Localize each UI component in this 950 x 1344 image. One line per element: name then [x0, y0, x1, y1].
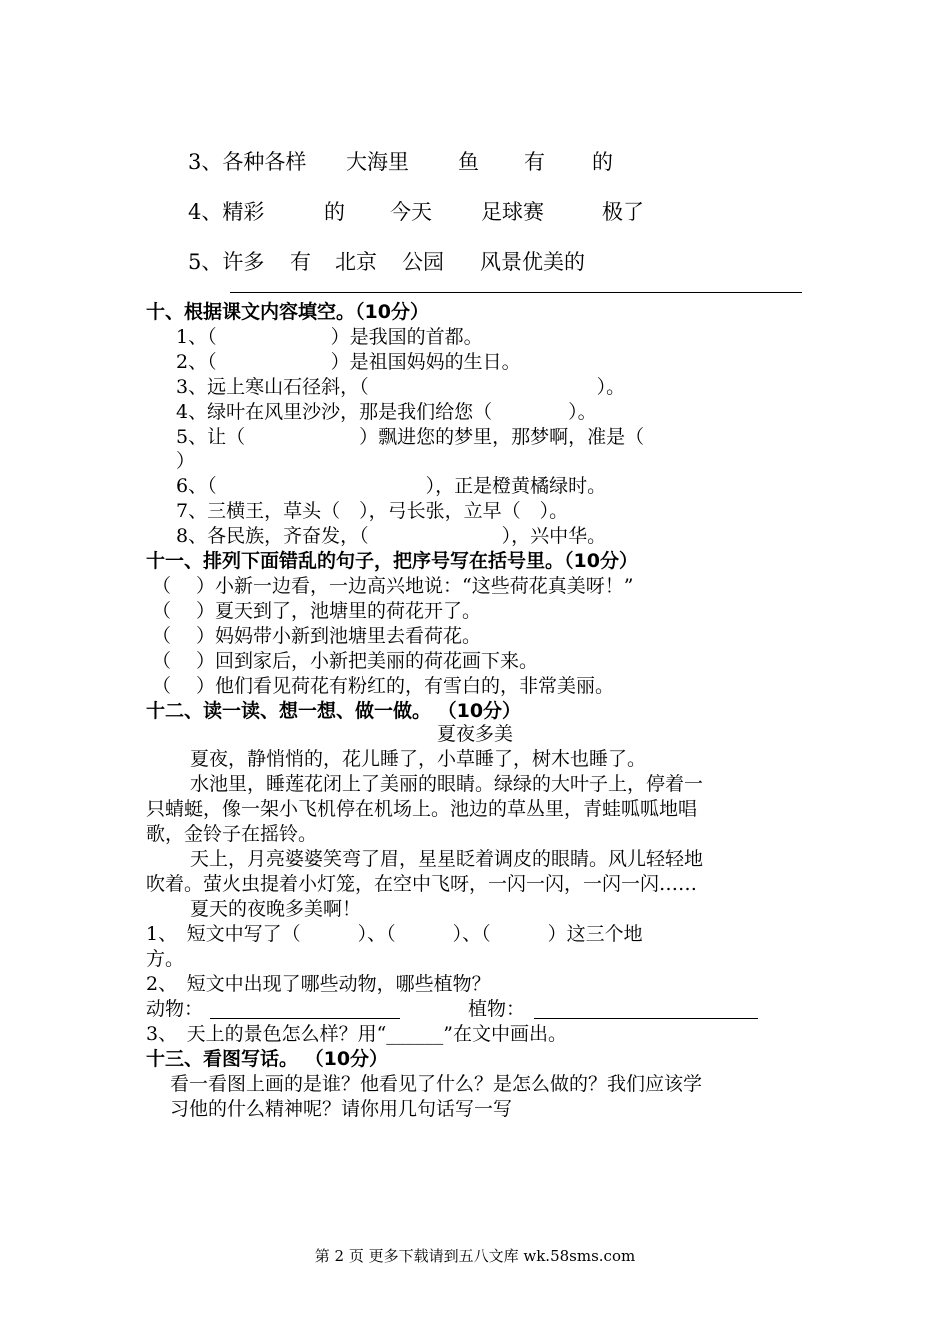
passage-title: 夏夜多美: [436, 723, 513, 745]
fill-item-8: 8、各民族，齐奋发，（ ），兴中华。: [176, 525, 607, 547]
question-1: 1、 短文中写了（ ）、（ ）、（ ）这三个地: [146, 923, 643, 945]
word: 今天: [390, 200, 432, 224]
passage-line: 水池里，睡莲花闭上了美丽的眼睛。绿绿的大叶子上，停着一: [190, 773, 704, 795]
fill-item-2: 2、（ ）是祖国妈妈的生日。: [176, 351, 521, 373]
fill-item-1: 1、（ ）是我国的首都。: [176, 326, 483, 348]
word: 鱼: [458, 150, 479, 174]
answer-line: [230, 292, 802, 293]
passage-line: 只蜻蜓，像一架小飞机停在机场上。池边的草丛里，青蛙呱呱地唱: [146, 798, 698, 820]
page-footer: 第 2 页 更多下载请到五八文库 wk.58sms.com: [314, 1247, 636, 1265]
order-item-2: （ ）夏天到了，池塘里的荷花开了。: [152, 600, 482, 622]
fill-item-7: 7、三横王，草头（ ），弓长张，立早（ ）。: [176, 500, 569, 522]
section-13-title: 十三、看图写话。 （10分）: [146, 1048, 389, 1070]
word: 有: [524, 150, 545, 174]
passage-line: 天上，月亮婆婆笑弯了眉，星星眨着调皮的眼睛。风儿轻轻地: [190, 848, 704, 870]
word: 极了: [602, 200, 644, 224]
passage-line: 吹着。萤火虫提着小灯笼，在空中飞呀，一闪一闪，一闪一闪……: [146, 873, 698, 895]
word: 的: [324, 200, 345, 224]
word: 4、精彩: [188, 200, 265, 224]
word: 有: [290, 250, 311, 274]
passage-line: 夏天的夜晚多美啊！: [190, 898, 362, 920]
passage-line: 歌，金铃子在摇铃。: [146, 823, 318, 845]
word: 北京: [335, 250, 377, 274]
question-2: 2、 短文中出现了哪些动物，哪些植物？: [146, 973, 491, 995]
order-item-3: （ ）妈妈带小新到池塘里去看荷花。: [152, 625, 482, 647]
word: 的: [592, 150, 613, 174]
fill-item-3: 3、远上寒山石径斜，（ ）。: [176, 376, 626, 398]
fill-item-4: 4、绿叶在风里沙沙，那是我们给您（ ）。: [176, 401, 597, 423]
fill-item-6: 6、（ ），正是橙黄橘绿时。: [176, 475, 607, 497]
animal-answer-line: [210, 1018, 400, 1019]
section-11-title: 十一、排列下面错乱的句子，把序号写在括号里。（10分）: [146, 550, 638, 572]
prompt-line: 看一看图上画的是谁？他看见了什么？是怎么做的？我们应该学: [170, 1073, 703, 1095]
word: 3、各种各样: [188, 150, 307, 174]
prompt-line: 习他的什么精神呢？请你用几句话写一写: [170, 1098, 513, 1120]
plant-label: 植物：: [468, 998, 526, 1020]
section-12-title: 十二、读一读、想一想、做一做。 （10分）: [146, 700, 522, 722]
word: 公园: [402, 250, 444, 274]
fill-item-5: 5、让（ ）飘进您的梦里，那梦啊，准是（: [176, 426, 645, 448]
order-item-4: （ ）回到家后，小新把美丽的荷花画下来。: [152, 650, 539, 672]
question-1-wrap: 方。: [146, 948, 185, 970]
word: 5、许多: [188, 250, 265, 274]
section-10-title: 十、根据课文内容填空。（10分）: [146, 301, 429, 323]
question-3: 3、 天上的景色怎么样？用“______”在文中画出。: [146, 1023, 568, 1045]
word: 足球赛: [481, 200, 544, 224]
plant-answer-line: [534, 1018, 758, 1019]
passage-line: 夏夜，静悄悄的，花儿睡了，小草睡了，树木也睡了。: [190, 748, 647, 770]
order-item-1: （ ）小新一边看，一边高兴地说：“这些荷花真美呀！”: [152, 575, 634, 597]
word: 风景优美的: [480, 250, 585, 274]
word: 大海里: [346, 150, 409, 174]
animal-label: 动物：: [146, 998, 204, 1020]
fill-item-5-wrap: ）: [176, 450, 196, 472]
order-item-5: （ ）他们看见荷花有粉红的，有雪白的，非常美丽。: [152, 675, 615, 697]
